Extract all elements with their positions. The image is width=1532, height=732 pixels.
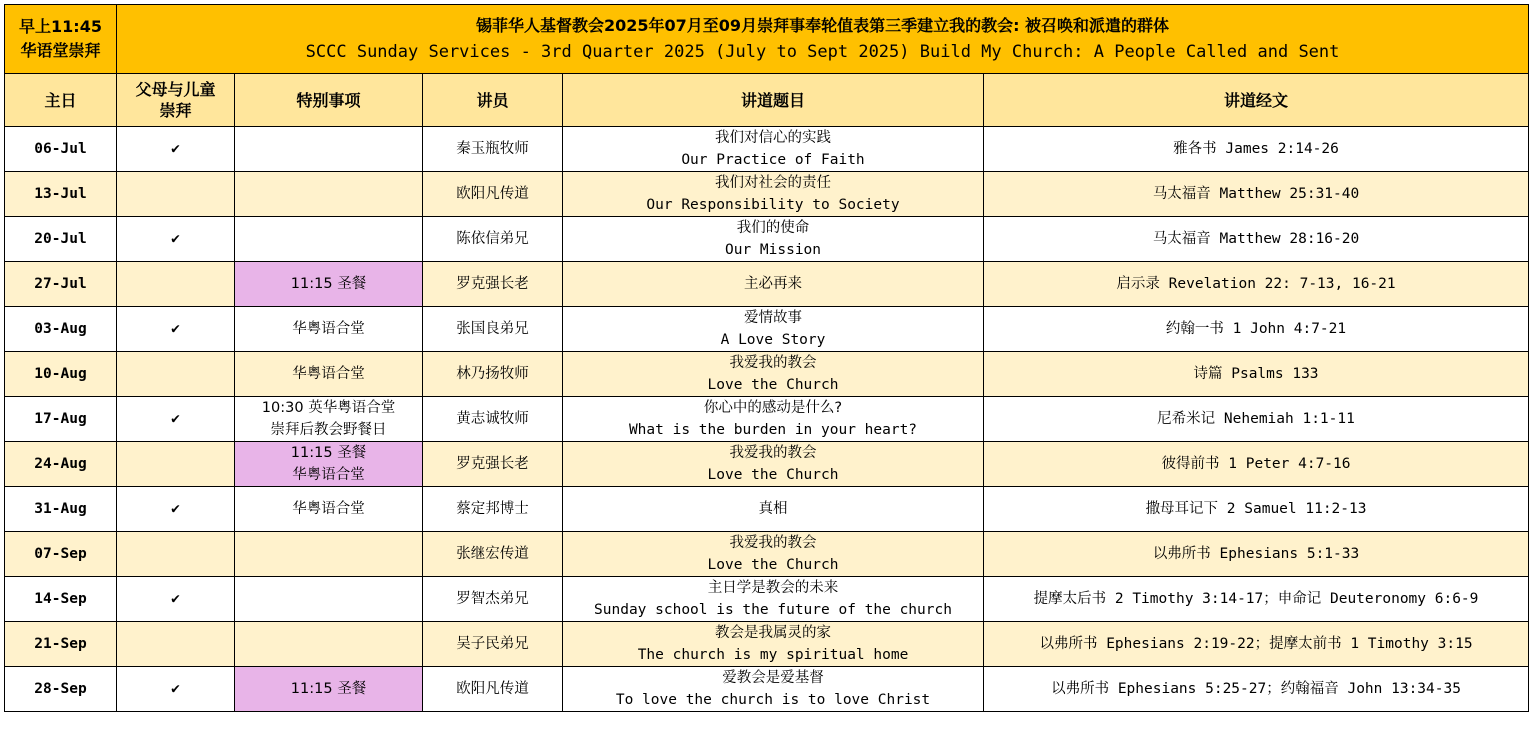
kids-worship-check (117, 352, 235, 397)
special-cell (235, 262, 423, 307)
scripture-cell: 彼得前书 1 Peter 4:7-16 (984, 442, 1529, 487)
date-cell: 17-Aug (5, 397, 117, 442)
topic-en: Love the Church (707, 467, 839, 483)
kids-worship-check: ✔ (117, 577, 235, 622)
topic-en: Our Responsibility to Society (646, 197, 900, 213)
banner-title-en: SCCC Sunday Services - 3rd Quarter 2025 (July to Sept 2025) Build My Church: A People Called and Sent (305, 42, 1340, 62)
table-row (5, 532, 1529, 577)
date-cell: 13-Jul (5, 172, 117, 217)
scripture-cell: 尼希米记 Nehemiah 1:1-11 (984, 397, 1529, 442)
topic-en: Love the Church (707, 557, 839, 573)
date-cell: 28-Sep (5, 667, 117, 712)
kids-worship-check (117, 622, 235, 667)
special-line-1: 华粤语合堂 (292, 366, 365, 382)
topic-zh: 我们对社会的责任 (715, 175, 831, 191)
scripture-cell: 约翰一书 1 John 4:7-21 (984, 307, 1529, 352)
topic-cell (563, 577, 984, 622)
topic-zh: 真相 (758, 501, 788, 517)
table-row (5, 442, 1529, 487)
special-cell (235, 487, 423, 532)
date-cell: 03-Aug (5, 307, 117, 352)
topic-zh: 主必再来 (744, 276, 802, 292)
scripture-cell: 马太福音 Matthew 25:31-40 (984, 172, 1529, 217)
kids-worship-check: ✔ (117, 127, 235, 172)
topic-zh: 我爱我的教会 (729, 445, 817, 461)
topic-cell (563, 442, 984, 487)
kids-worship-check: ✔ (117, 667, 235, 712)
date-cell: 31-Aug (5, 487, 117, 532)
banner-title-zh: 锡菲华人基督教会2025年07月至09月崇拜事奉轮值表第三季建立我的教会: 被召唤和派遣的群体 (476, 16, 1170, 35)
table-row (5, 307, 1529, 352)
special-line-2: 华粤语合堂 (292, 467, 365, 483)
special-line-2: 崇拜后教会野餐日 (270, 422, 387, 438)
banner-cell (117, 5, 1529, 74)
column-header-row (5, 74, 1529, 127)
special-line-1: 10:30 英华粤语合堂 (261, 400, 396, 416)
topic-zh: 爱教会是爱基督 (722, 670, 824, 686)
topic-en: A Love Story (720, 332, 826, 348)
service-time-cell (5, 5, 117, 74)
table-row (5, 577, 1529, 622)
date-cell: 20-Jul (5, 217, 117, 262)
topic-zh: 我们的使命 (736, 220, 810, 236)
scripture-cell: 撒母耳记下 2 Samuel 11:2-13 (984, 487, 1529, 532)
speaker-cell: 陈依信弟兄 (423, 217, 563, 262)
date-cell: 10-Aug (5, 352, 117, 397)
speaker-cell: 蔡定邦博士 (423, 487, 563, 532)
table-row (5, 487, 1529, 532)
col-header-special: 特别事项 (235, 74, 423, 127)
date-cell: 07-Sep (5, 532, 117, 577)
col-header-date: 主日 (5, 74, 117, 127)
topic-cell (563, 172, 984, 217)
speaker-cell: 黄志诚牧师 (423, 397, 563, 442)
table-row (5, 217, 1529, 262)
topic-cell (563, 217, 984, 262)
topic-zh: 我爱我的教会 (729, 535, 817, 551)
special-cell (235, 622, 423, 667)
topic-cell (563, 667, 984, 712)
table-row (5, 262, 1529, 307)
special-cell (235, 397, 423, 442)
service-name: 华语堂崇拜 (20, 41, 101, 60)
scripture-cell: 以弗所书 Ephesians 5:25-27；约翰福音 John 13:34-35 (984, 667, 1529, 712)
topic-en: To love the church is to love Christ (615, 692, 931, 708)
topic-en: The church is my spiritual home (637, 647, 909, 663)
service-time: 早上11:45 (19, 17, 102, 36)
topic-en: Love the Church (707, 377, 839, 393)
topic-en: Sunday school is the future of the church (594, 602, 952, 618)
topic-cell (563, 487, 984, 532)
scripture-cell: 提摩太后书 2 Timothy 3:14-17；申命记 Deuteronomy 6:6-9 (984, 577, 1529, 622)
col-header-kids-line1: 父母与儿童 (135, 80, 216, 99)
topic-zh: 你心中的感动是什么? (703, 400, 843, 416)
special-line-1: 11:15 圣餐 (290, 681, 367, 697)
special-cell (235, 127, 423, 172)
speaker-cell: 林乃扬牧师 (423, 352, 563, 397)
col-header-speaker: 讲员 (423, 74, 563, 127)
topic-en: Our Practice of Faith (681, 152, 865, 168)
special-cell (235, 667, 423, 712)
scripture-cell: 启示录 Revelation 22: 7-13, 16-21 (984, 262, 1529, 307)
speaker-cell: 吴子民弟兄 (423, 622, 563, 667)
banner-row (5, 5, 1529, 74)
topic-zh: 教会是我属灵的家 (715, 625, 831, 641)
roster-table (4, 4, 1529, 712)
speaker-cell: 张继宏传道 (423, 532, 563, 577)
table-row (5, 397, 1529, 442)
topic-zh: 我们对信心的实践 (715, 130, 831, 146)
table-row (5, 622, 1529, 667)
kids-worship-check (117, 442, 235, 487)
kids-worship-check: ✔ (117, 307, 235, 352)
topic-zh: 爱情故事 (744, 310, 802, 326)
special-cell (235, 442, 423, 487)
topic-cell (563, 352, 984, 397)
special-line-1: 11:15 圣餐 (290, 276, 367, 292)
date-cell: 21-Sep (5, 622, 117, 667)
kids-worship-check (117, 172, 235, 217)
topic-en: Our Mission (724, 242, 822, 258)
scripture-cell: 以弗所书 Ephesians 5:1-33 (984, 532, 1529, 577)
special-cell (235, 532, 423, 577)
topic-cell (563, 307, 984, 352)
special-line-1: 华粤语合堂 (292, 501, 365, 517)
table-row (5, 352, 1529, 397)
scripture-cell: 以弗所书 Ephesians 2:19-22；提摩太前书 1 Timothy 3:15 (984, 622, 1529, 667)
kids-worship-check (117, 532, 235, 577)
speaker-cell: 罗克强长老 (423, 442, 563, 487)
kids-worship-check: ✔ (117, 217, 235, 262)
date-cell: 24-Aug (5, 442, 117, 487)
kids-worship-check (117, 262, 235, 307)
topic-cell (563, 397, 984, 442)
scripture-cell: 诗篇 Psalms 133 (984, 352, 1529, 397)
date-cell: 14-Sep (5, 577, 117, 622)
speaker-cell: 罗智杰弟兄 (423, 577, 563, 622)
table-row (5, 667, 1529, 712)
topic-en: What is the burden in your heart? (628, 422, 918, 438)
scripture-cell: 马太福音 Matthew 28:16-20 (984, 217, 1529, 262)
speaker-cell: 欧阳凡传道 (423, 172, 563, 217)
topic-cell (563, 532, 984, 577)
kids-worship-check: ✔ (117, 397, 235, 442)
speaker-cell: 欧阳凡传道 (423, 667, 563, 712)
speaker-cell: 秦玉瓶牧师 (423, 127, 563, 172)
speaker-cell: 张国良弟兄 (423, 307, 563, 352)
date-cell: 06-Jul (5, 127, 117, 172)
special-cell (235, 577, 423, 622)
topic-cell (563, 262, 984, 307)
col-header-topic: 讲道题目 (563, 74, 984, 127)
date-cell: 27-Jul (5, 262, 117, 307)
table-row (5, 127, 1529, 172)
special-cell (235, 172, 423, 217)
col-header-kids-line2: 崇拜 (159, 101, 192, 120)
speaker-cell: 罗克强长老 (423, 262, 563, 307)
col-header-scripture: 讲道经文 (984, 74, 1529, 127)
scripture-cell: 雅各书 James 2:14-26 (984, 127, 1529, 172)
topic-zh: 主日学是教会的未来 (707, 580, 839, 596)
table-row (5, 172, 1529, 217)
topic-cell (563, 127, 984, 172)
special-cell (235, 352, 423, 397)
special-cell (235, 307, 423, 352)
special-line-1: 华粤语合堂 (292, 321, 365, 337)
topic-cell (563, 622, 984, 667)
kids-worship-check: ✔ (117, 487, 235, 532)
special-line-1: 11:15 圣餐 (290, 445, 367, 461)
topic-zh: 我爱我的教会 (729, 355, 817, 371)
special-cell (235, 217, 423, 262)
col-header-kids (117, 74, 235, 127)
